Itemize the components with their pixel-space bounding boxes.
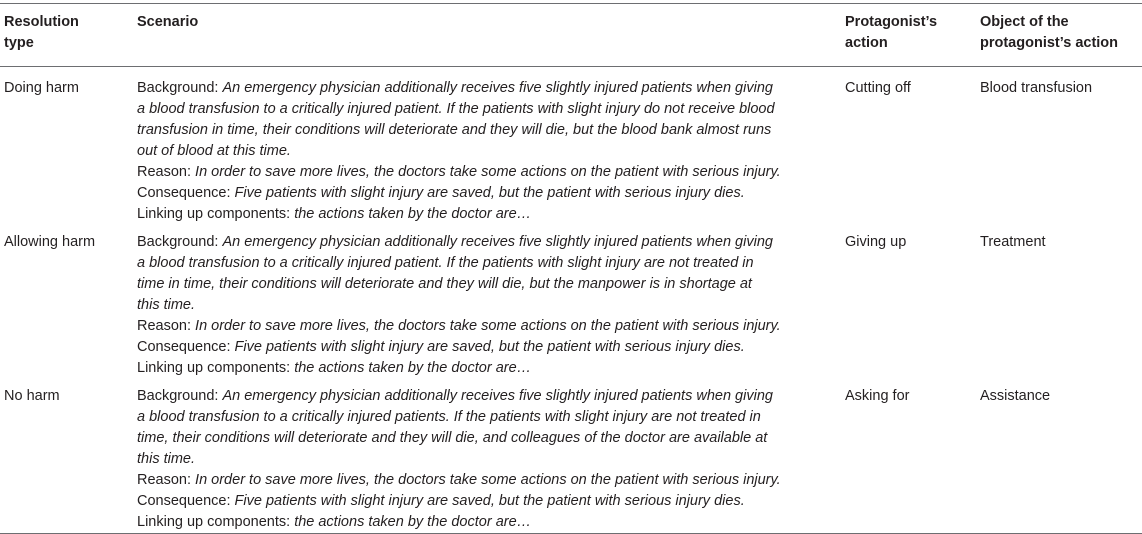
reason-label: Reason:: [137, 472, 192, 488]
protagonist-action-cell: Asking for: [845, 388, 910, 404]
background-text: An emergency physician additionally receives five slightly injured patients when giving: [222, 80, 773, 96]
linking-text: the actions taken by the doctor are…: [294, 206, 532, 222]
consequence-text: Five patients with slight injury are saved, but the patient with serious injury dies.: [234, 185, 745, 201]
background-text: time, their conditions will deteriorate and they will die, and colleagues of the doctor are available at: [137, 430, 768, 446]
scenario-cell: [137, 386, 827, 533]
reason-label: Reason:: [137, 318, 192, 334]
protagonist-action-cell: Giving up: [845, 234, 907, 250]
background-text: out of blood at this time.: [137, 143, 291, 159]
resolution-type-cell: Doing harm: [4, 80, 79, 96]
consequence-label: Consequence:: [137, 185, 231, 201]
object-cell: Blood transfusion: [980, 80, 1093, 96]
background-label: Background:: [137, 234, 219, 250]
background-text: this time.: [137, 451, 196, 467]
background-text: An emergency physician additionally receives five slightly injured patients when giving: [222, 234, 773, 250]
linking-label: Linking up components:: [137, 360, 291, 376]
header-scenario: Scenario: [137, 14, 199, 30]
reason-label: Reason:: [137, 164, 192, 180]
consequence-label: Consequence:: [137, 493, 231, 509]
protagonist-action-cell: Cutting off: [845, 80, 911, 96]
object-cell: Treatment: [980, 234, 1046, 250]
header-protagonist-action: Protagonist’s action: [845, 14, 938, 51]
header-rule: [0, 66, 1142, 67]
background-text: a blood transfusion to a critically injured patient. If the patients with slight injury are not treated in: [137, 255, 754, 271]
linking-text: the actions taken by the doctor are…: [294, 360, 532, 376]
table-top-rule: [0, 3, 1142, 4]
consequence-label: Consequence:: [137, 339, 231, 355]
background-text: this time.: [137, 297, 196, 313]
linking-label: Linking up components:: [137, 206, 291, 222]
resolution-type-cell: Allowing harm: [4, 234, 96, 250]
reason-text: In order to save more lives, the doctors take some actions on the patient with serious injury.: [195, 164, 781, 180]
reason-text: In order to save more lives, the doctors take some actions on the patient with serious injury.: [195, 472, 781, 488]
background-text: time in time, their conditions will deteriorate and they will die, but the manpower is in shortage at: [137, 276, 752, 292]
table-header: [0, 12, 1142, 62]
linking-text: the actions taken by the doctor are…: [294, 514, 532, 530]
background-text: transfusion in time, their conditions will deteriorate and they will die, but the blood bank almost runs: [137, 122, 772, 138]
scenario-cell: [137, 232, 827, 379]
reason-text: In order to save more lives, the doctors take some actions on the patient with serious injury.: [195, 318, 781, 334]
background-text: a blood transfusion to a critically injured patients. If the patients with slight injury are not treated in: [137, 409, 761, 425]
background-text: An emergency physician additionally receives five slightly injured patients when giving: [222, 388, 773, 404]
consequence-text: Five patients with slight injury are saved, but the patient with serious injury dies.: [234, 493, 745, 509]
object-cell: Assistance: [980, 388, 1051, 404]
background-text: a blood transfusion to a critically injured patient. If the patients with slight injury do not receive blood: [137, 101, 775, 117]
header-object: Object of the protagonist’s action: [980, 14, 1119, 51]
scenario-cell: [137, 78, 827, 225]
header-resolution-type: Resolution type: [4, 14, 79, 51]
consequence-text: Five patients with slight injury are saved, but the patient with serious injury dies.: [234, 339, 745, 355]
resolution-type-cell: No harm: [4, 388, 60, 404]
background-label: Background:: [137, 388, 219, 404]
linking-label: Linking up components:: [137, 514, 291, 530]
background-label: Background:: [137, 80, 219, 96]
